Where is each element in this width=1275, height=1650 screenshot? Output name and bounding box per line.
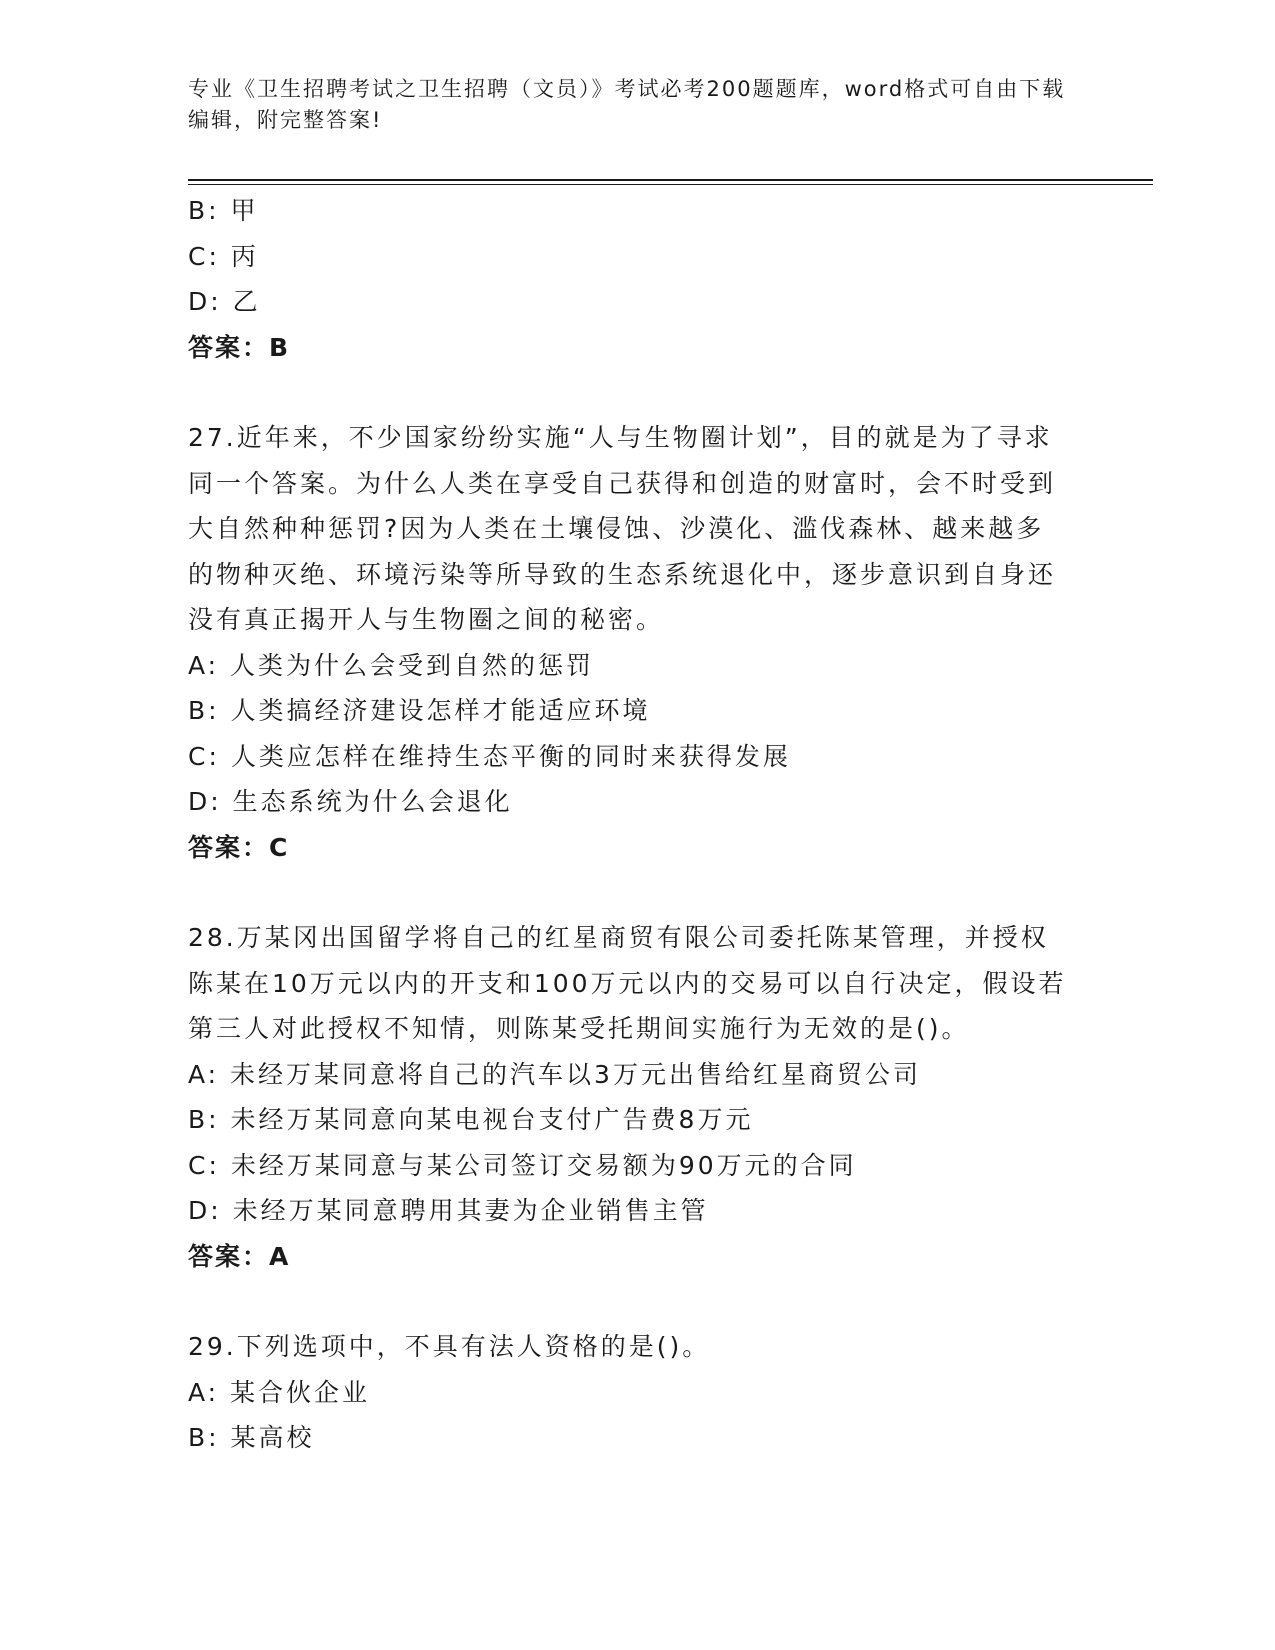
option-line: B: 甲	[188, 196, 259, 225]
option-line: C: 未经万某同意与某公司签订交易额为90万元的合同	[188, 1150, 857, 1180]
question-stem: 28.万某冈出国留学将自己的红星商贸有限公司委托陈某管理，并授权陈某在10万元以内的开支和100万元以内的交易可以自行决定，假设若第三人对此授权不知情，则陈某受托期间实施行为无效的是()。	[188, 923, 1067, 1043]
carryover-block	[188, 188, 1088, 370]
header-divider-thick	[188, 179, 1153, 181]
option-line: B: 某高校	[188, 1423, 315, 1452]
answer-line: 答案：A	[188, 1241, 291, 1271]
option-line: A: 人类为什么会受到自然的惩罚	[188, 650, 595, 680]
option-line: C: 丙	[188, 241, 259, 271]
question-29	[188, 1324, 1088, 1461]
option-line: D: 生态系统为什么会退化	[188, 787, 513, 816]
option-line: C: 人类应怎样在维持生态平衡的同时来获得发展	[188, 741, 791, 771]
question-27	[188, 415, 1088, 870]
option-line: A: 某合伙企业	[188, 1377, 371, 1407]
question-content	[188, 188, 1088, 1461]
header-divider-thin	[188, 184, 1153, 185]
option-line: B: 未经万某同意向某电视台支付广告费8万元	[188, 1105, 754, 1134]
question-stem: 27.近年来，不少国家纷纷实施“人与生物圈计划”，目的就是为了寻求同一个答案。为什么人类在享受自己获得和创造的财富时，会不时受到大自然种种惩罚?因为人类在土壤侵蚀、沙漠化、滥伐森林、越来越多的物种灭绝、环境污染等所导致的生态系统退化中，逐步意识到自身还没有真正揭开人与生物圈之间的秘密。	[188, 423, 1057, 634]
question-28	[188, 915, 1088, 1279]
option-line: B: 人类搞经济建设怎样才能适应环境	[188, 696, 651, 725]
answer-line: 答案：B	[188, 332, 291, 362]
question-stem: 29.下列选项中，不具有法人资格的是()。	[188, 1332, 711, 1361]
document-header: 专业《卫生招聘考试之卫生招聘（文员）》考试必考200题题库，word格式可自由下载编辑，附完整答案!	[188, 77, 1066, 132]
option-line: D: 乙	[188, 287, 261, 316]
option-line: D: 未经万某同意聘用其妻为企业销售主管	[188, 1196, 709, 1225]
option-line: A: 未经万某同意将自己的汽车以3万元出售给红星商贸公司	[188, 1059, 921, 1089]
answer-line: 答案：C	[188, 832, 290, 862]
